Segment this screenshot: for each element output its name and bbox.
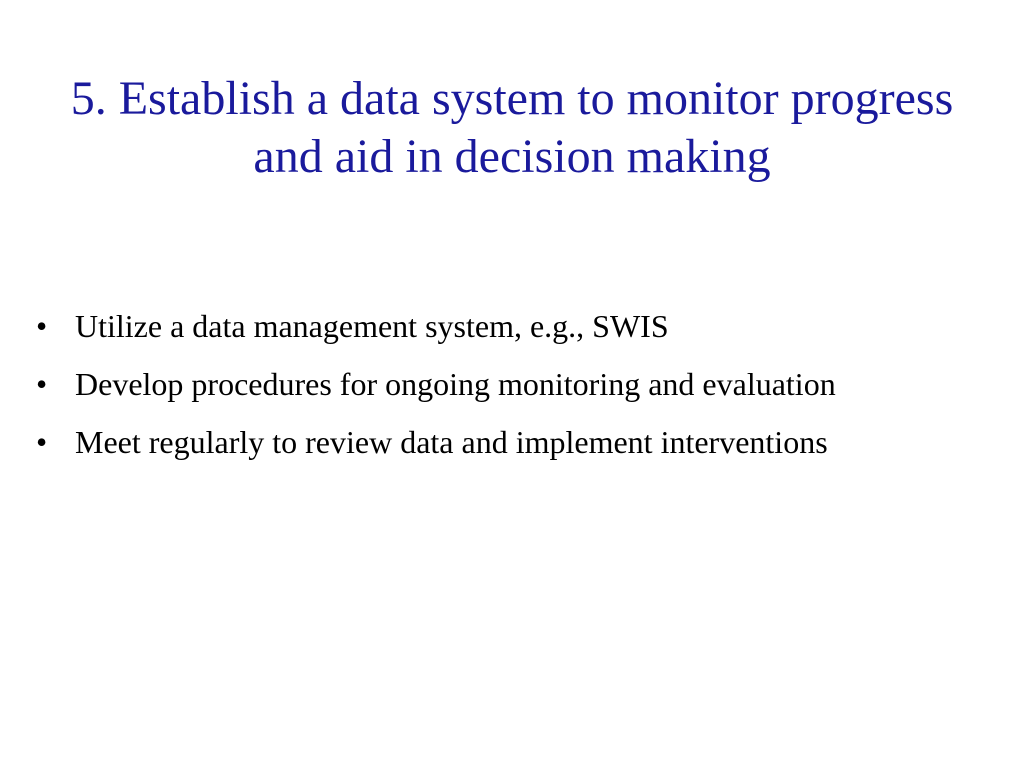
bullet-text: Meet regularly to review data and implement interventions	[75, 424, 828, 460]
bullet-list	[30, 302, 990, 476]
bullet-marker-icon: •	[36, 366, 48, 402]
bullet-text: Develop procedures for ongoing monitoring and evaluation	[75, 366, 836, 402]
bullet-item	[30, 418, 990, 466]
slide-title: 5. Establish a data system to monitor progress and aid in decision making	[70, 72, 954, 183]
bullet-text: Utilize a data management system, e.g., SWIS	[75, 308, 669, 344]
bullet-item	[30, 360, 990, 408]
bullet-marker-icon: •	[36, 424, 48, 460]
bullet-marker-icon: •	[36, 308, 48, 344]
bullet-item	[30, 302, 990, 350]
